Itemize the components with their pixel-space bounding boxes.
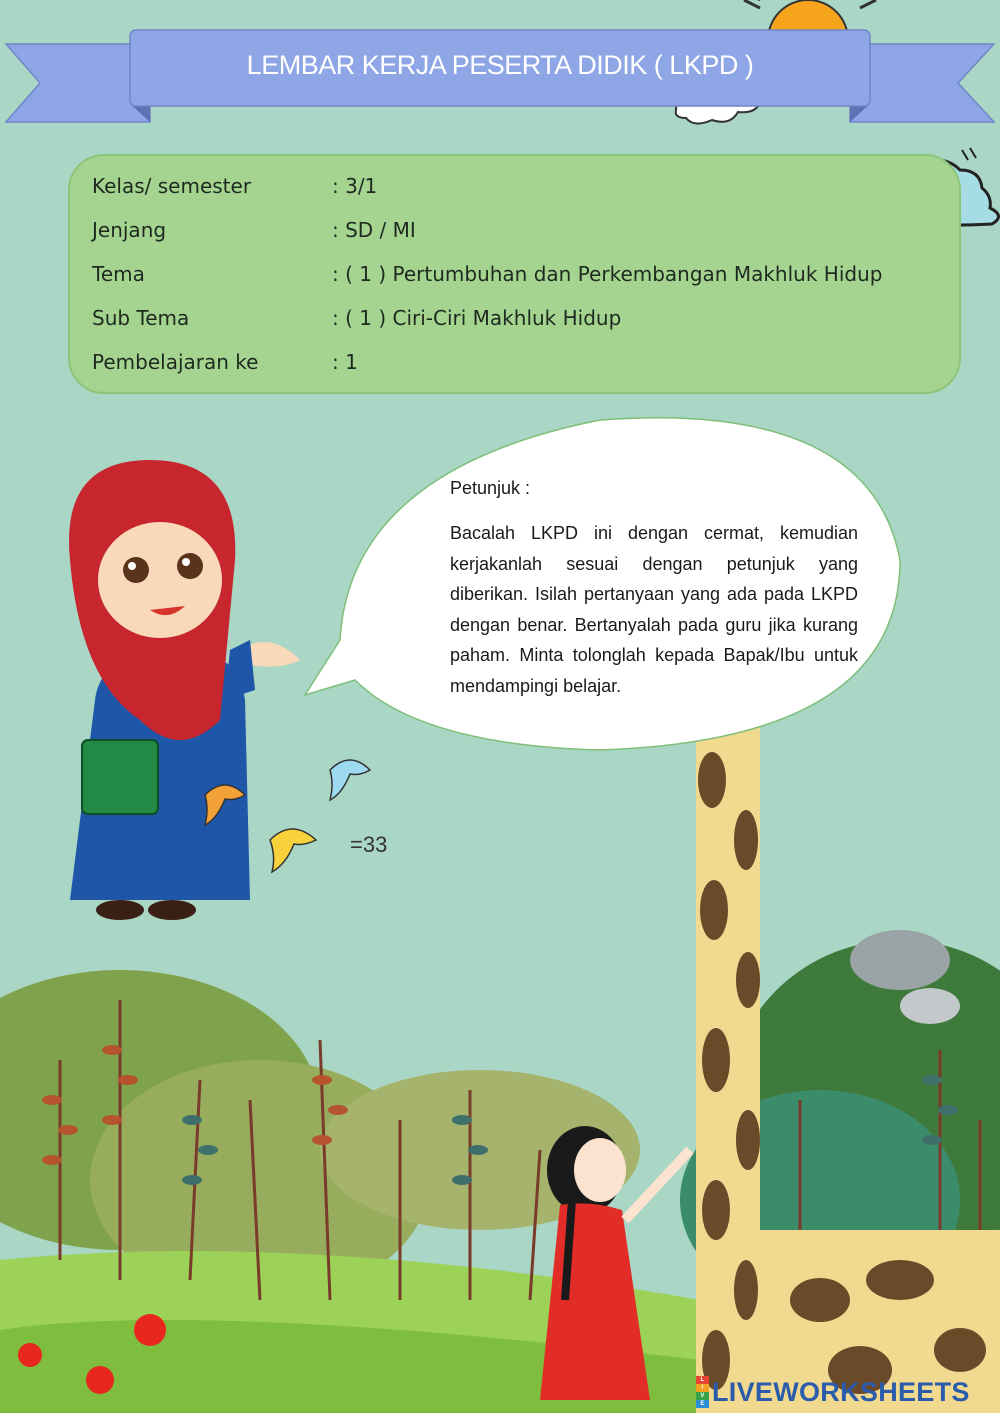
info-label: Jenjang: [92, 218, 167, 242]
info-label: Tema: [92, 262, 145, 286]
info-value: : 1: [332, 350, 358, 374]
instructions-title: Petunjuk :: [450, 478, 531, 498]
bird-sound-text: =33: [350, 832, 388, 857]
liveworksheets-logo[interactable]: [696, 1376, 970, 1408]
hijab-girl-illustration: [69, 460, 300, 920]
watermark-text: LIVEWORKSHEETS: [712, 1376, 970, 1407]
info-value: : ( 1 ) Ciri-Ciri Makhluk Hidup: [332, 306, 622, 330]
info-value: : SD / MI: [332, 218, 416, 242]
info-label: Kelas/ semester: [92, 174, 252, 198]
info-value: : 3/1: [332, 174, 378, 198]
page-title: LEMBAR KERJA PESERTA DIDIK ( LKPD ): [246, 49, 754, 80]
instructions-text: Bacalah LKPD ini dengan cermat, kemudian kerjakanlah sesuai dengan petunjuk yang diberikan. Isilah pertanyaan yang ada pada LKPD dengan benar. Bertanyalah pada guru jika kurang paham. Minta tolonglah kepada Bapak/Ibu untuk mendampingi belajar.: [450, 523, 858, 696]
info-label: Sub Tema: [92, 306, 190, 330]
ribbon-right-end: [850, 44, 994, 122]
info-label: Pembelajaran ke: [92, 350, 259, 374]
ribbon-left-end: [6, 44, 150, 122]
live-badge-icon: L I V E: [696, 1376, 709, 1408]
info-value: : ( 1 ) Pertumbuhan dan Perkembangan Makhluk Hidup: [332, 262, 883, 286]
